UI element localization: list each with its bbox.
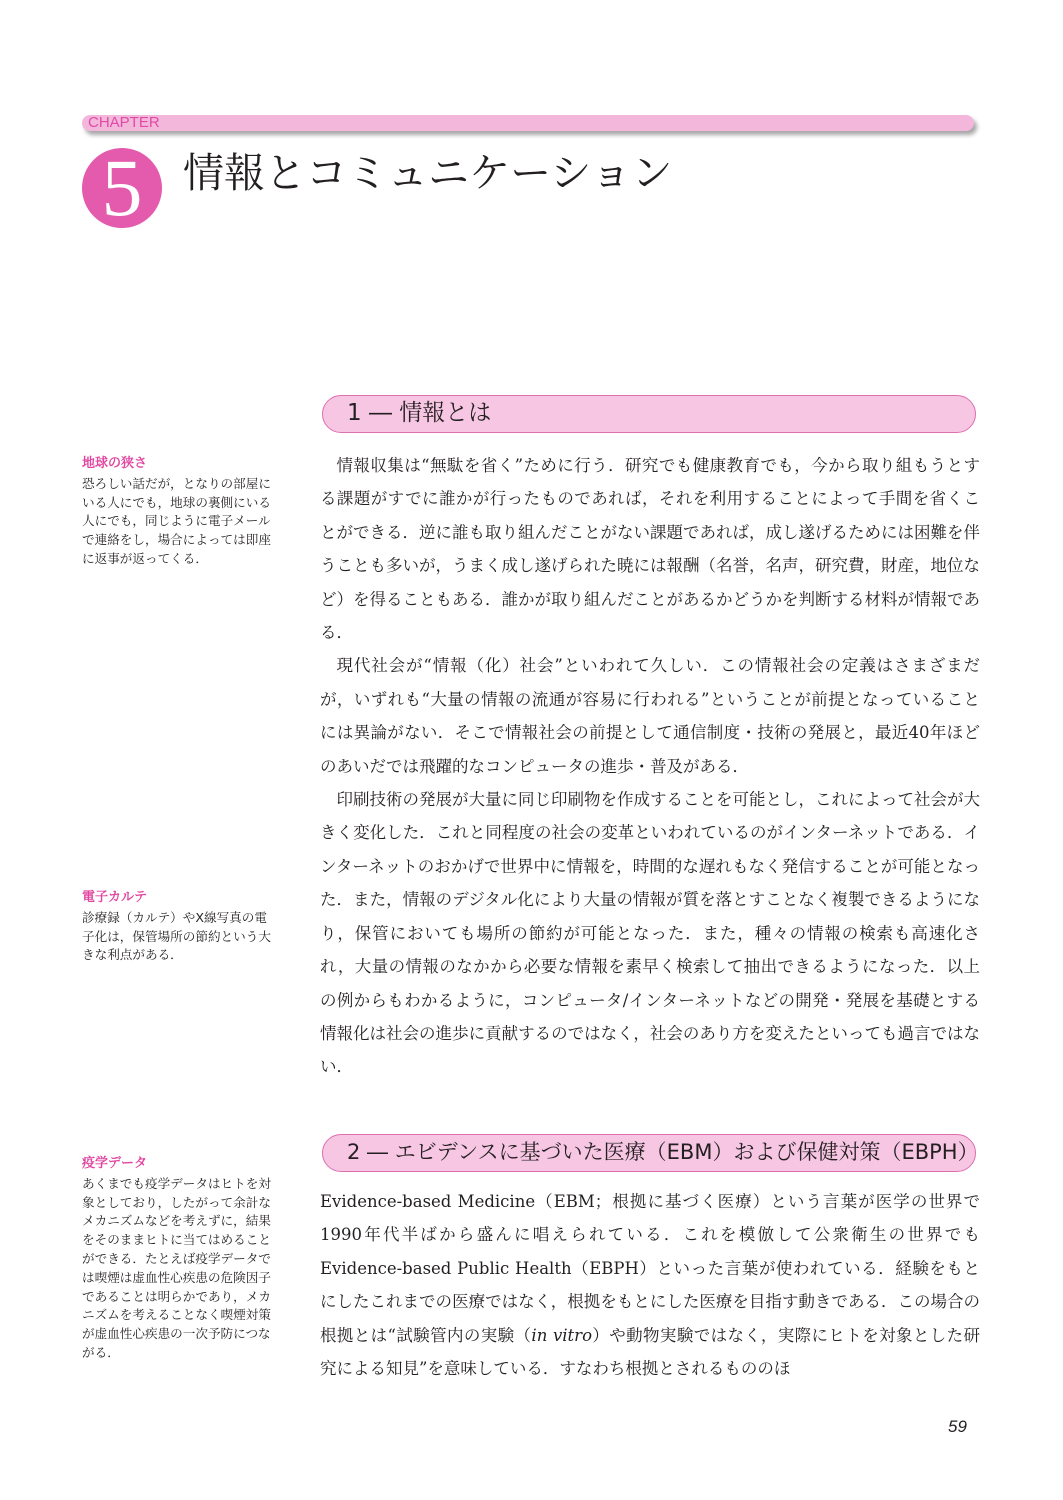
chapter-bar: [82, 115, 974, 131]
paragraph-text: Evidence-based Medicine（EBM；根拠に基づく医療）という言葉が医学の世界で1990年代半ばから盛んに唱えられている．これを模倣して公衆衛生の世界でもEvidence-based Public Health（EBPH）といった言葉が使われている．経験をもとにしたこれまでの医療ではなく，根拠をもとにした医療を目指す動きである．この場合の根拠とは“試験管内の実験（: [320, 1192, 980, 1345]
sidenote-title: 地球の狭さ: [82, 456, 148, 471]
sidenote-text: あくまでも疫学データはヒトを対象としており，したがって余計なメカニズムなどを考えずに，結果をそのままヒトに当てはめることができる．たとえば疫学データでは喫煙は虚血性心疾患の危険因子であることは明らかであり，メカニズムを考えることなく喫煙対策が虚血性心疾患の一次予防につながる．: [82, 1175, 271, 1360]
sidenote-title: 電子カルテ: [82, 890, 148, 905]
section-heading-2: 2 ― エビデンスに基づいた医療（EBM）および保健対策（EBPH）: [322, 1134, 976, 1172]
paragraph: 情報収集は“無駄を省く”ために行う．研究でも健康教育でも，今から取り組もうとする課題がすでに誰かが行ったものであれば，それを利用することによって手間を省くことができる．逆に誰も取り組んだことがない課題であれば，成し遂げるためには困難を伴うことも多いが，うまく成し遂げられた暁には報酬（名誉，名声，研究費，財産，地位など）を得ることもある．誰かが取り組んだことがあるかどうかを判断する材料が情報である．: [320, 456, 980, 643]
paragraph: 印刷技術の発展が大量に同じ印刷物を作成することを可能とし，これによって社会が大きく変化した．これと同程度の社会の変革といわれているのがインターネットである．インターネットのおかげで世界中に情報を，時間的な遅れもなく発信することが可能となった．また，情報のデジタル化により大量の情報が質を落とすことなく複製できるようになり，保管においても場所の節約が可能となった．また，種々の情報の検索も高速化され，大量の情報のなかから必要な情報を素早く検索して抽出できるようになった．以上の例からもわかるように，コンピュータ/インターネットなどの開発・発展を基礎とする情報化は社会の進歩に貢献するのではなく，社会のあり方を変えたといっても過言ではない．: [320, 790, 980, 1077]
sidenote-earth: [82, 455, 272, 569]
sidenote-text: 恐ろしい話だが，となりの部屋にいる人にでも，地球の裏側にいる人にでも，同じように電子メールで連絡をし，場合によっては即座に返事が返ってくる．: [82, 475, 271, 566]
italic-term: in vitro: [531, 1325, 593, 1345]
page-number: 59: [948, 1417, 967, 1436]
paragraph: [320, 1185, 980, 1385]
sidenote-title: 疫学データ: [82, 1156, 148, 1171]
sidenote-electronic-records: [82, 889, 272, 965]
chapter-number: 5: [82, 148, 162, 228]
paragraph: 現代社会が“情報（化）社会”といわれて久しい．この情報社会の定義はさまざまだが，いずれも“大量の情報の流通が容易に行われる”ということが前提となっていることには異論がない．そこで情報社会の前提として通信制度・技術の発展と，最近40年ほどのあいだでは飛躍的なコンピュータの進歩・普及がある．: [320, 656, 980, 776]
chapter-title: 情報とコミュニケーション: [183, 149, 673, 197]
sidenote-epidemiology: [82, 1155, 272, 1363]
section-2-body: [320, 1185, 980, 1385]
section-heading-1: 1 ― 情報とは: [322, 395, 976, 433]
paragraph-text: ）や動物実験ではなく，実際にヒトを対象とした研究による知見”を意味している．すなわち根拠とされるもののほ: [320, 1325, 981, 1379]
section-1-body: [320, 449, 980, 1084]
chapter-label: CHAPTER: [88, 114, 160, 131]
sidenote-text: 診療録（カルテ）やX線写真の電子化は，保管場所の節約という大きな利点がある．: [82, 909, 271, 963]
